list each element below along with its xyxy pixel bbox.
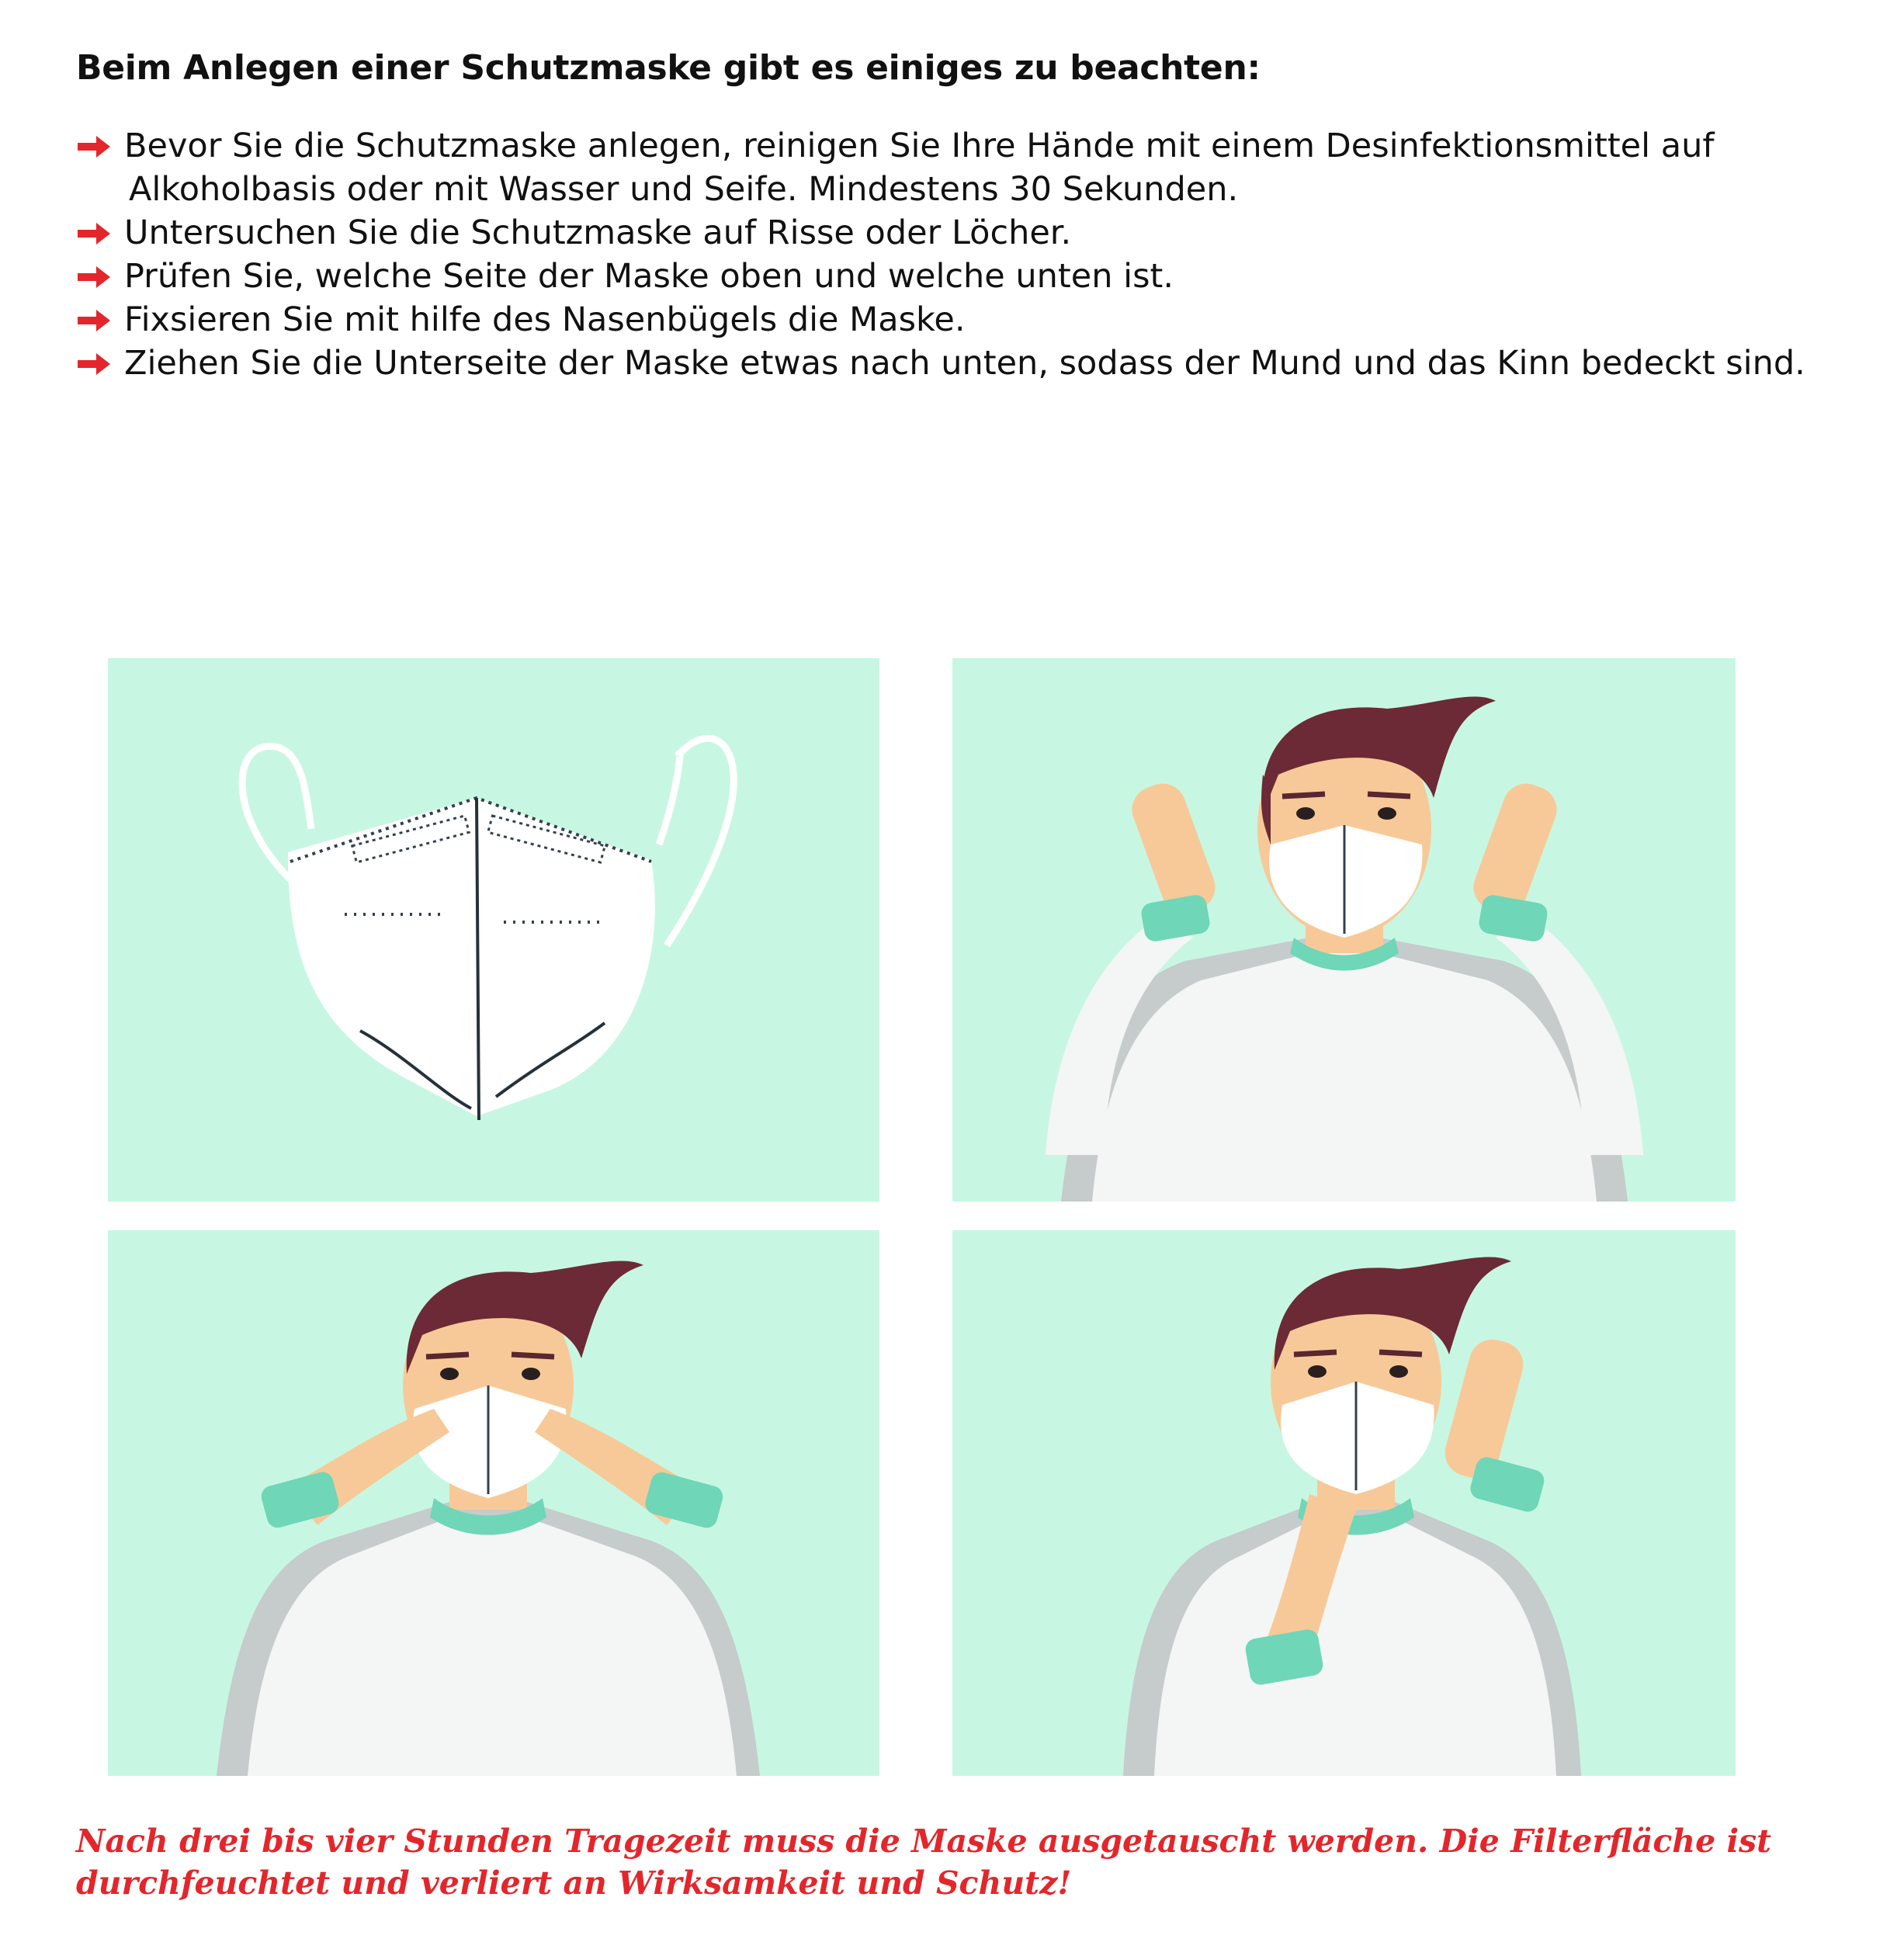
list-item [76, 298, 1861, 342]
list-item [76, 211, 1861, 255]
list-item [76, 342, 1861, 385]
arrow-right-icon [76, 308, 112, 333]
arrow-right-icon [76, 221, 112, 246]
list-item [76, 255, 1861, 298]
mask-illustration-panel [108, 658, 879, 1202]
person-fitting-mask-illustration [108, 1230, 879, 1776]
arrow-right-icon [76, 134, 112, 159]
step-text: Ziehen Sie die Unterseite der Maske etwas nach unten, sodass der Mund und das Kinn bedeckt sind. [124, 344, 1805, 383]
step-text: Prüfen Sie, welche Seite der Maske oben und welche unten ist. [124, 257, 1174, 296]
person-fitting-mask-panel [952, 1230, 1736, 1776]
step-text: Fixsieren Sie mit hilfe des Nasenbügels die Maske. [124, 300, 966, 339]
page-heading: Beim Anlegen einer Schutzmaske gibt es einiges zu beachten: [76, 48, 1261, 88]
step-text: Bevor Sie die Schutzmaske anlegen, reinigen Sie Ihre Hände mit einem Desinfektionsmittel auf [124, 127, 1715, 165]
instruction-list [76, 124, 1861, 385]
person-fitting-mask-panel [108, 1230, 879, 1776]
person-fitting-mask-illustration [952, 658, 1736, 1202]
arrow-right-icon [76, 265, 112, 290]
list-item [76, 124, 1861, 211]
step-text-continued: Alkoholbasis oder mit Wasser und Seife. Mindestens 30 Sekunden. [129, 170, 1239, 209]
person-fitting-mask-illustration [952, 1230, 1736, 1776]
warning-note: Nach drei bis vier Stunden Tragezeit muss die Maske ausgetauscht werden. Die Filterfläche ist durchfeuchtet und verliert an Wirksamkeit und Schutz! [76, 1822, 1772, 1902]
mask-illustration [108, 658, 879, 1202]
arrow-right-icon [76, 352, 112, 376]
step-text: Untersuchen Sie die Schutzmaske auf Risse oder Löcher. [124, 213, 1072, 252]
person-fitting-mask-panel [952, 658, 1736, 1202]
